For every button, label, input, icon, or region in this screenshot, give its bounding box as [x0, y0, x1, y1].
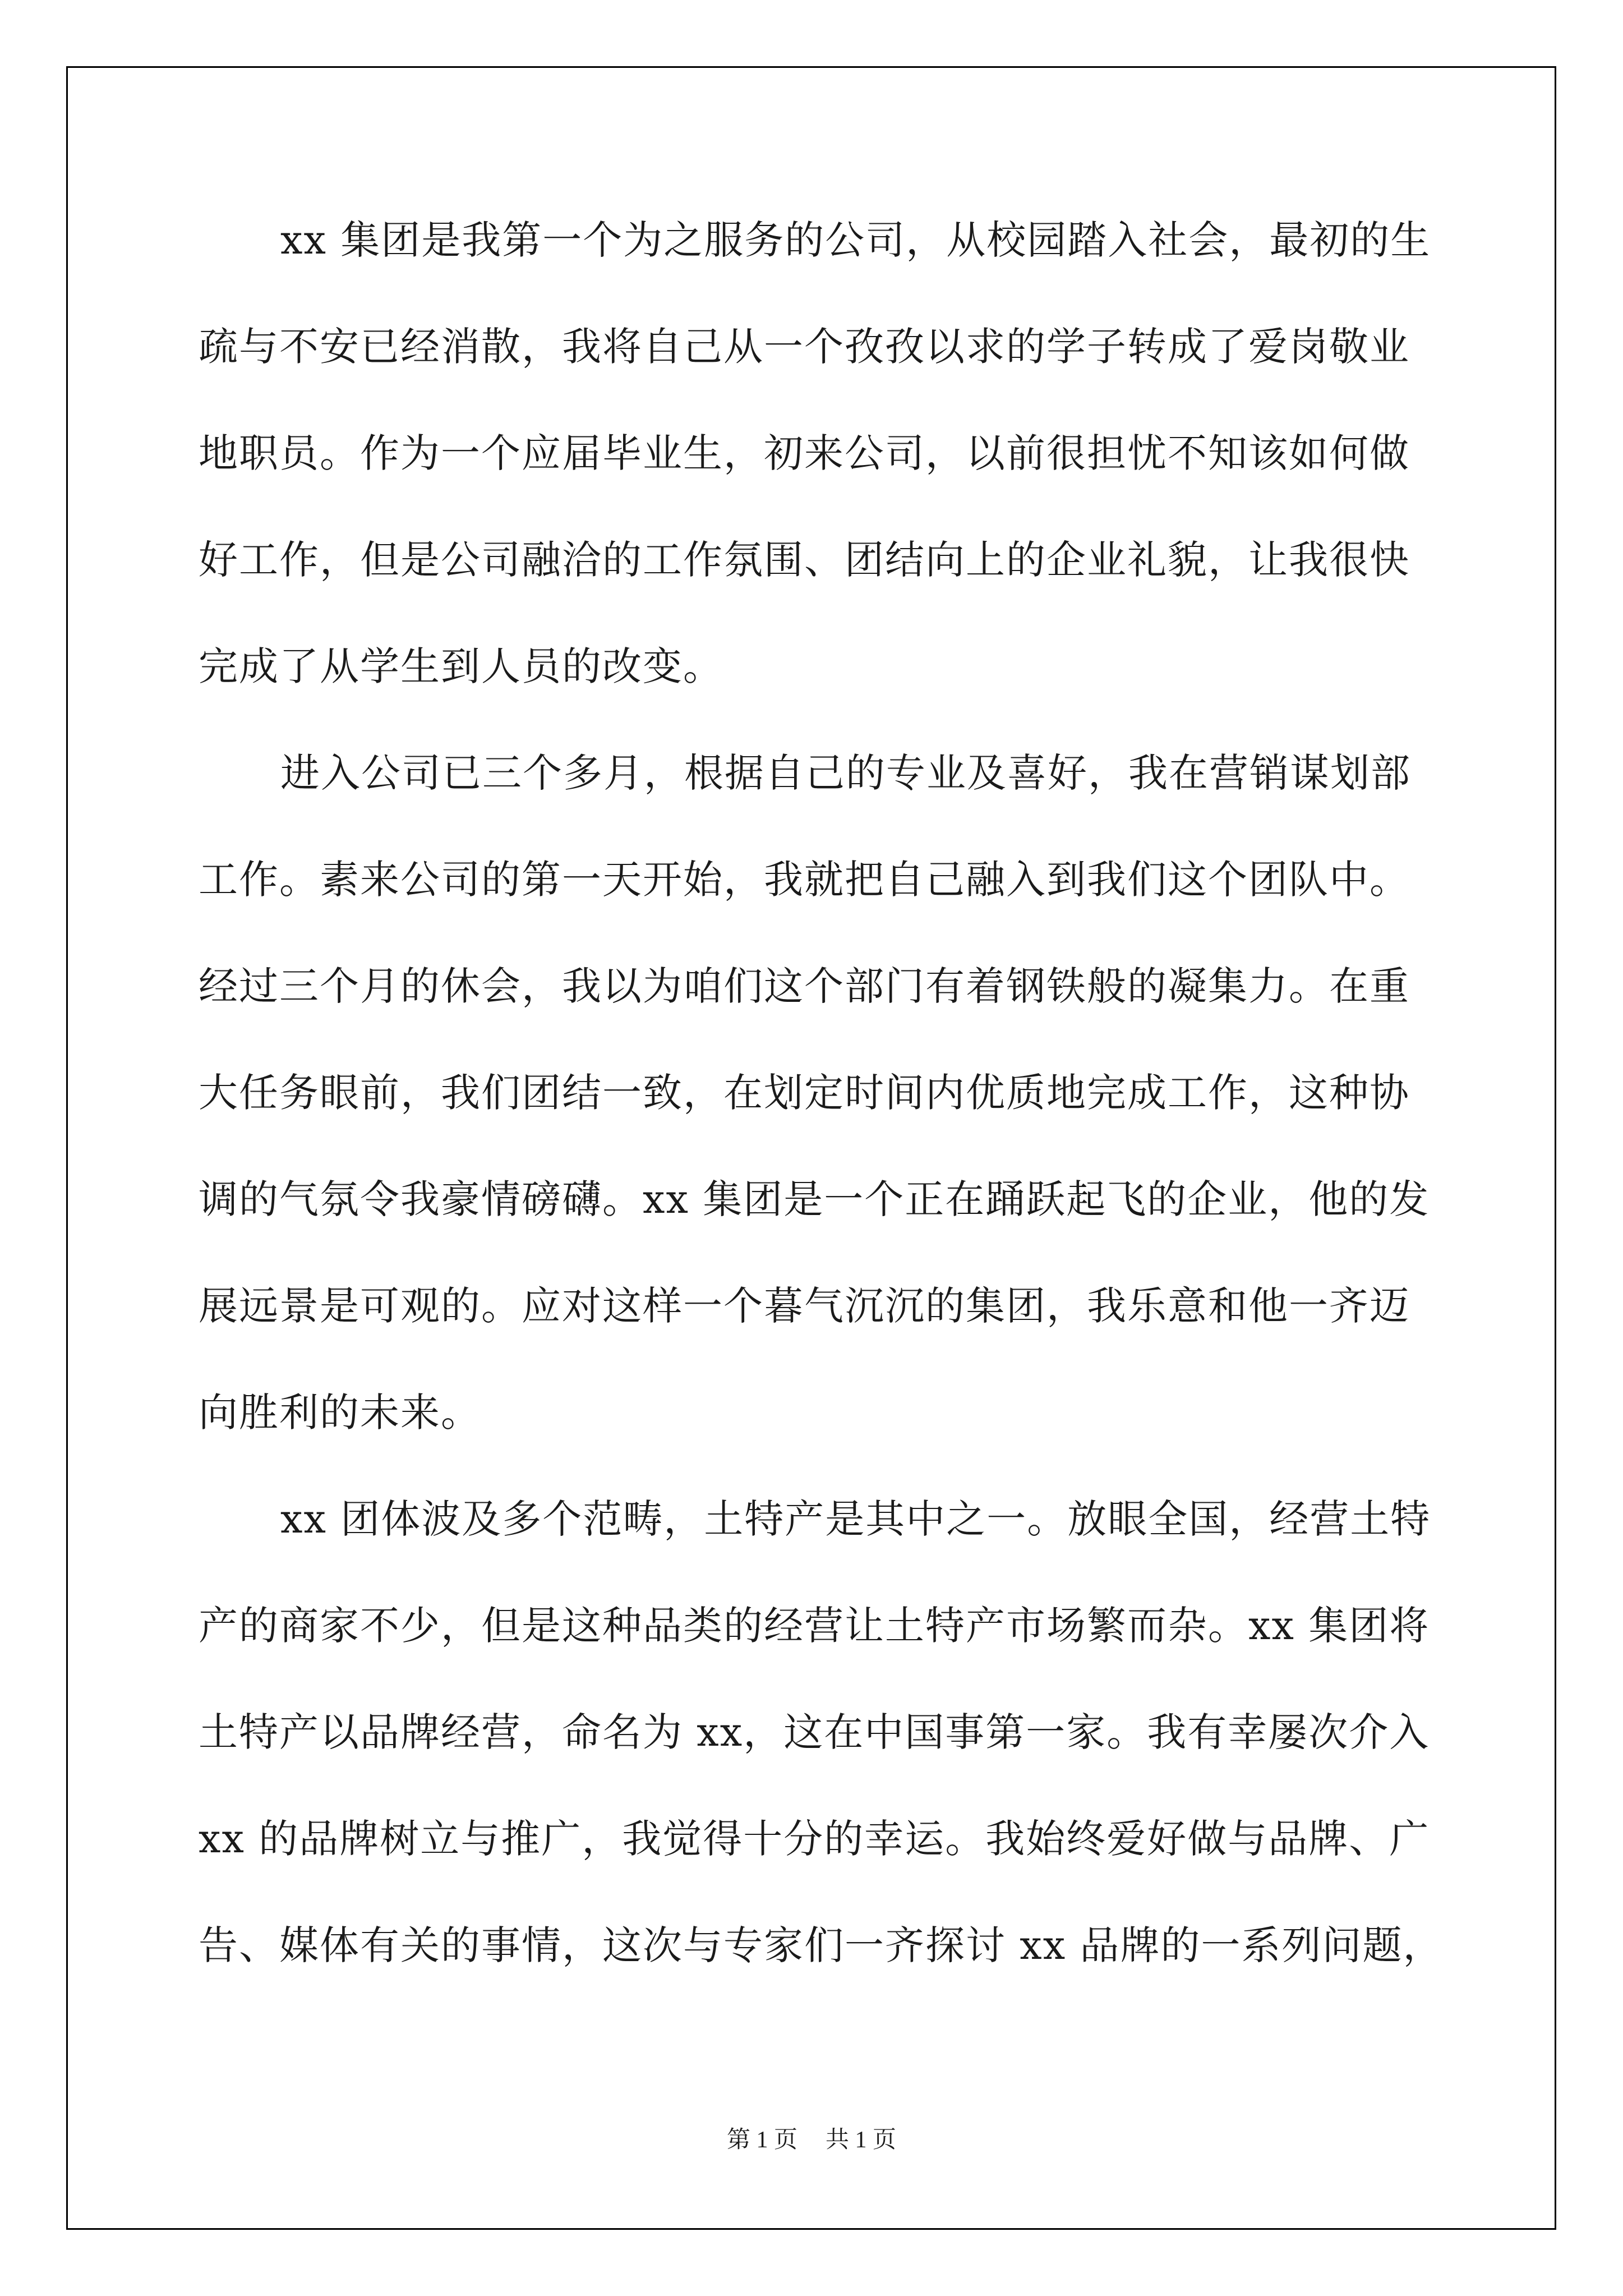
paragraph-1-line-1: xx 集团是我第一个为之服务的公司，从校园踏入社会，最初的生	[280, 217, 1431, 263]
paragraph-3-line-4: xx 的品牌树立与推广，我觉得十分的幸运。我始终爱好做与品牌、广	[199, 1816, 1430, 1862]
paragraph-1-line-2: 疏与不安已经消散，我将自己从一个孜孜以求的学子转成了爱岗敬业	[199, 324, 1410, 370]
paragraph-2-line-4: 大任务眼前，我们团结一致，在划定时间内优质地完成工作，这种协	[199, 1070, 1410, 1116]
paragraph-3-line-2: 产的商家不少，但是这种品类的经营让土特产市场繁而杂。xx 集团将	[199, 1603, 1430, 1649]
paragraph-2-line-2: 工作。素来公司的第一天开始，我就把自己融入到我们这个团队中。	[199, 857, 1410, 903]
document-body	[199, 212, 1444, 2024]
paragraph-2-line-6: 展远景是可观的。应对这样一个暮气沉沉的集团，我乐意和他一齐迈	[199, 1283, 1410, 1329]
paragraph-2-line-1: 进入公司已三个多月，根据自己的专业及喜好，我在营销谋划部	[280, 750, 1411, 796]
paragraph-1-line-3: 地职员。作为一个应届毕业生，初来公司，以前很担忧不知该如何做	[199, 430, 1410, 476]
paragraph-3-line-5: 告、媒体有关的事情，这次与专家们一齐探讨 xx 品牌的一系列问题，	[199, 1922, 1444, 1968]
paragraph-1-line-5: 完成了从学生到人员的改变。	[199, 643, 723, 689]
page-footer	[0, 2123, 1623, 2157]
paragraph-2-line-3: 经过三个月的休会，我以为咱们这个部门有着钢铁般的凝集力。在重	[199, 963, 1410, 1009]
paragraph-1-line-4: 好工作，但是公司融洽的工作氛围、团结向上的企业礼貌，让我很快	[199, 537, 1410, 583]
page-number: 第 1 页	[726, 2127, 797, 2153]
paragraph-3-line-1: xx 团体波及多个范畴，土特产是其中之一。放眼全国，经营土特	[280, 1496, 1431, 1542]
paragraph-2-line-7: 向胜利的未来。	[199, 1389, 481, 1435]
page-total: 共 1 页	[826, 2127, 897, 2153]
paragraph-3-line-3: 土特产以品牌经营，命名为 xx，这在中国事第一家。我有幸屡次介入	[199, 1709, 1430, 1755]
paragraph-2-line-5: 调的气氛令我豪情磅礴。xx 集团是一个正在踊跃起飞的企业，他的发	[199, 1176, 1430, 1222]
